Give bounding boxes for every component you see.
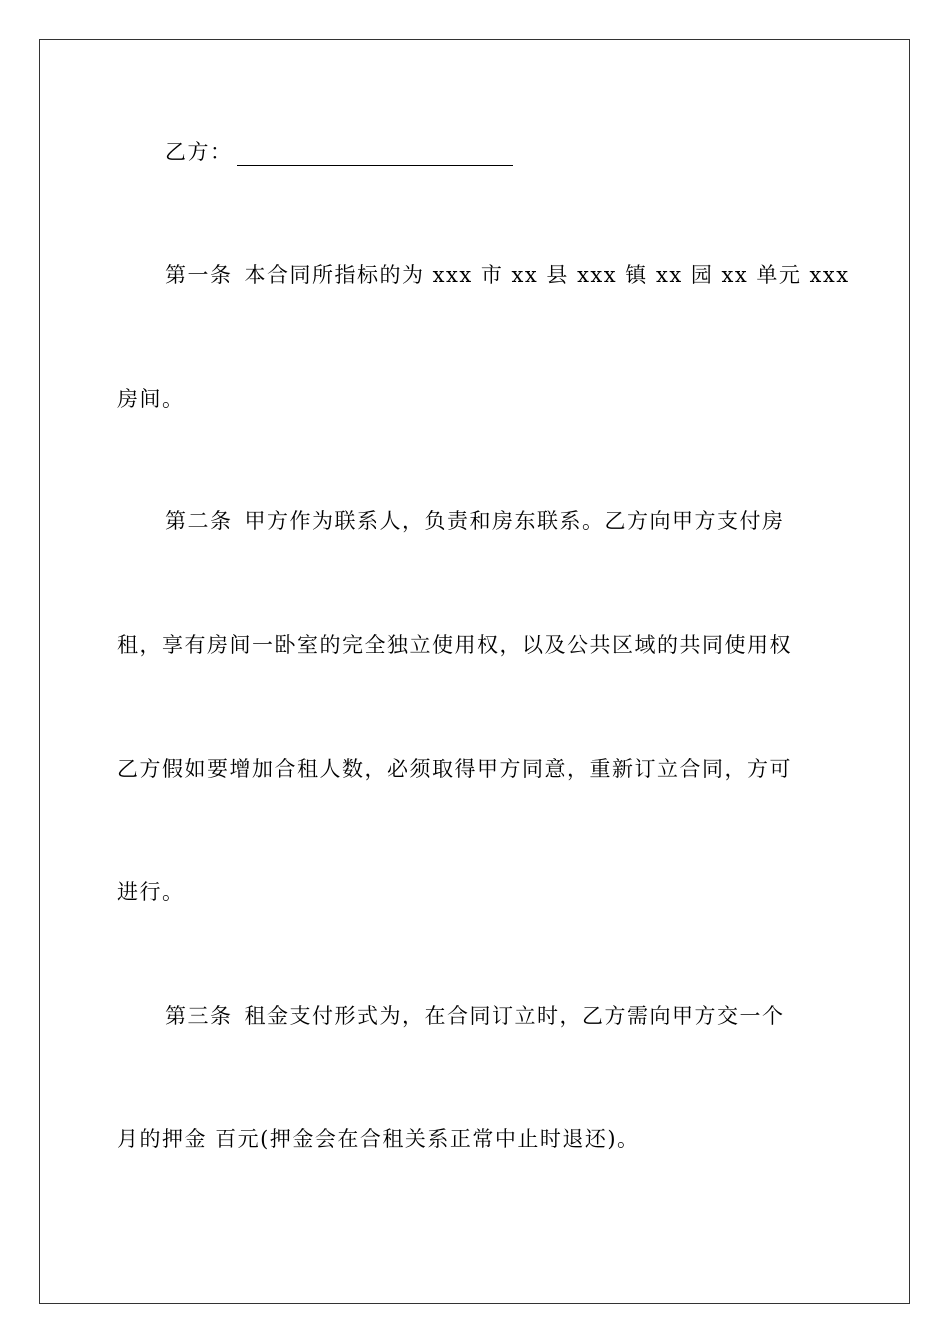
article-2-heading: 第二条 xyxy=(165,509,233,533)
article-1-line-1 xyxy=(165,261,850,289)
article-1-text-1: 本合同所指标的为 xxx 市 xx 县 xxx 镇 xx 园 xx 单元 xxx xyxy=(244,263,850,287)
article-2-line-2 xyxy=(117,631,792,659)
party-b-label: 乙方： xyxy=(165,140,233,164)
article-2-text-3: 乙方假如要增加合租人数，必须取得甲方同意，重新订立合同，方可 xyxy=(117,757,792,781)
article-3-heading: 第三条 xyxy=(165,1004,233,1028)
article-3-line-1 xyxy=(165,1002,785,1030)
page-border xyxy=(39,39,910,1304)
article-2-text-1: 甲方作为联系人，负责和房东联系。乙方向甲方支付房 xyxy=(244,509,785,533)
article-2-text-4: 进行。 xyxy=(117,880,185,904)
article-3-text-1: 租金支付形式为，在合同订立时，乙方需向甲方交一个 xyxy=(244,1004,785,1028)
article-1-heading: 第一条 xyxy=(165,263,233,287)
article-1-text-2: 房间。 xyxy=(117,387,185,411)
article-2-line-3 xyxy=(117,755,792,783)
party-b-line xyxy=(165,138,513,166)
article-2-line-4 xyxy=(117,878,185,906)
party-b-blank xyxy=(237,145,513,166)
article-2-line-1 xyxy=(165,507,785,535)
article-3-text-2: 月的押金 百元(押金会在合租关系正常中止时退还)。 xyxy=(117,1127,640,1151)
article-1-line-2 xyxy=(117,385,185,413)
article-2-text-2: 租，享有房间一卧室的完全独立使用权，以及公共区域的共同使用权 xyxy=(117,633,792,657)
article-3-line-2 xyxy=(117,1125,640,1153)
